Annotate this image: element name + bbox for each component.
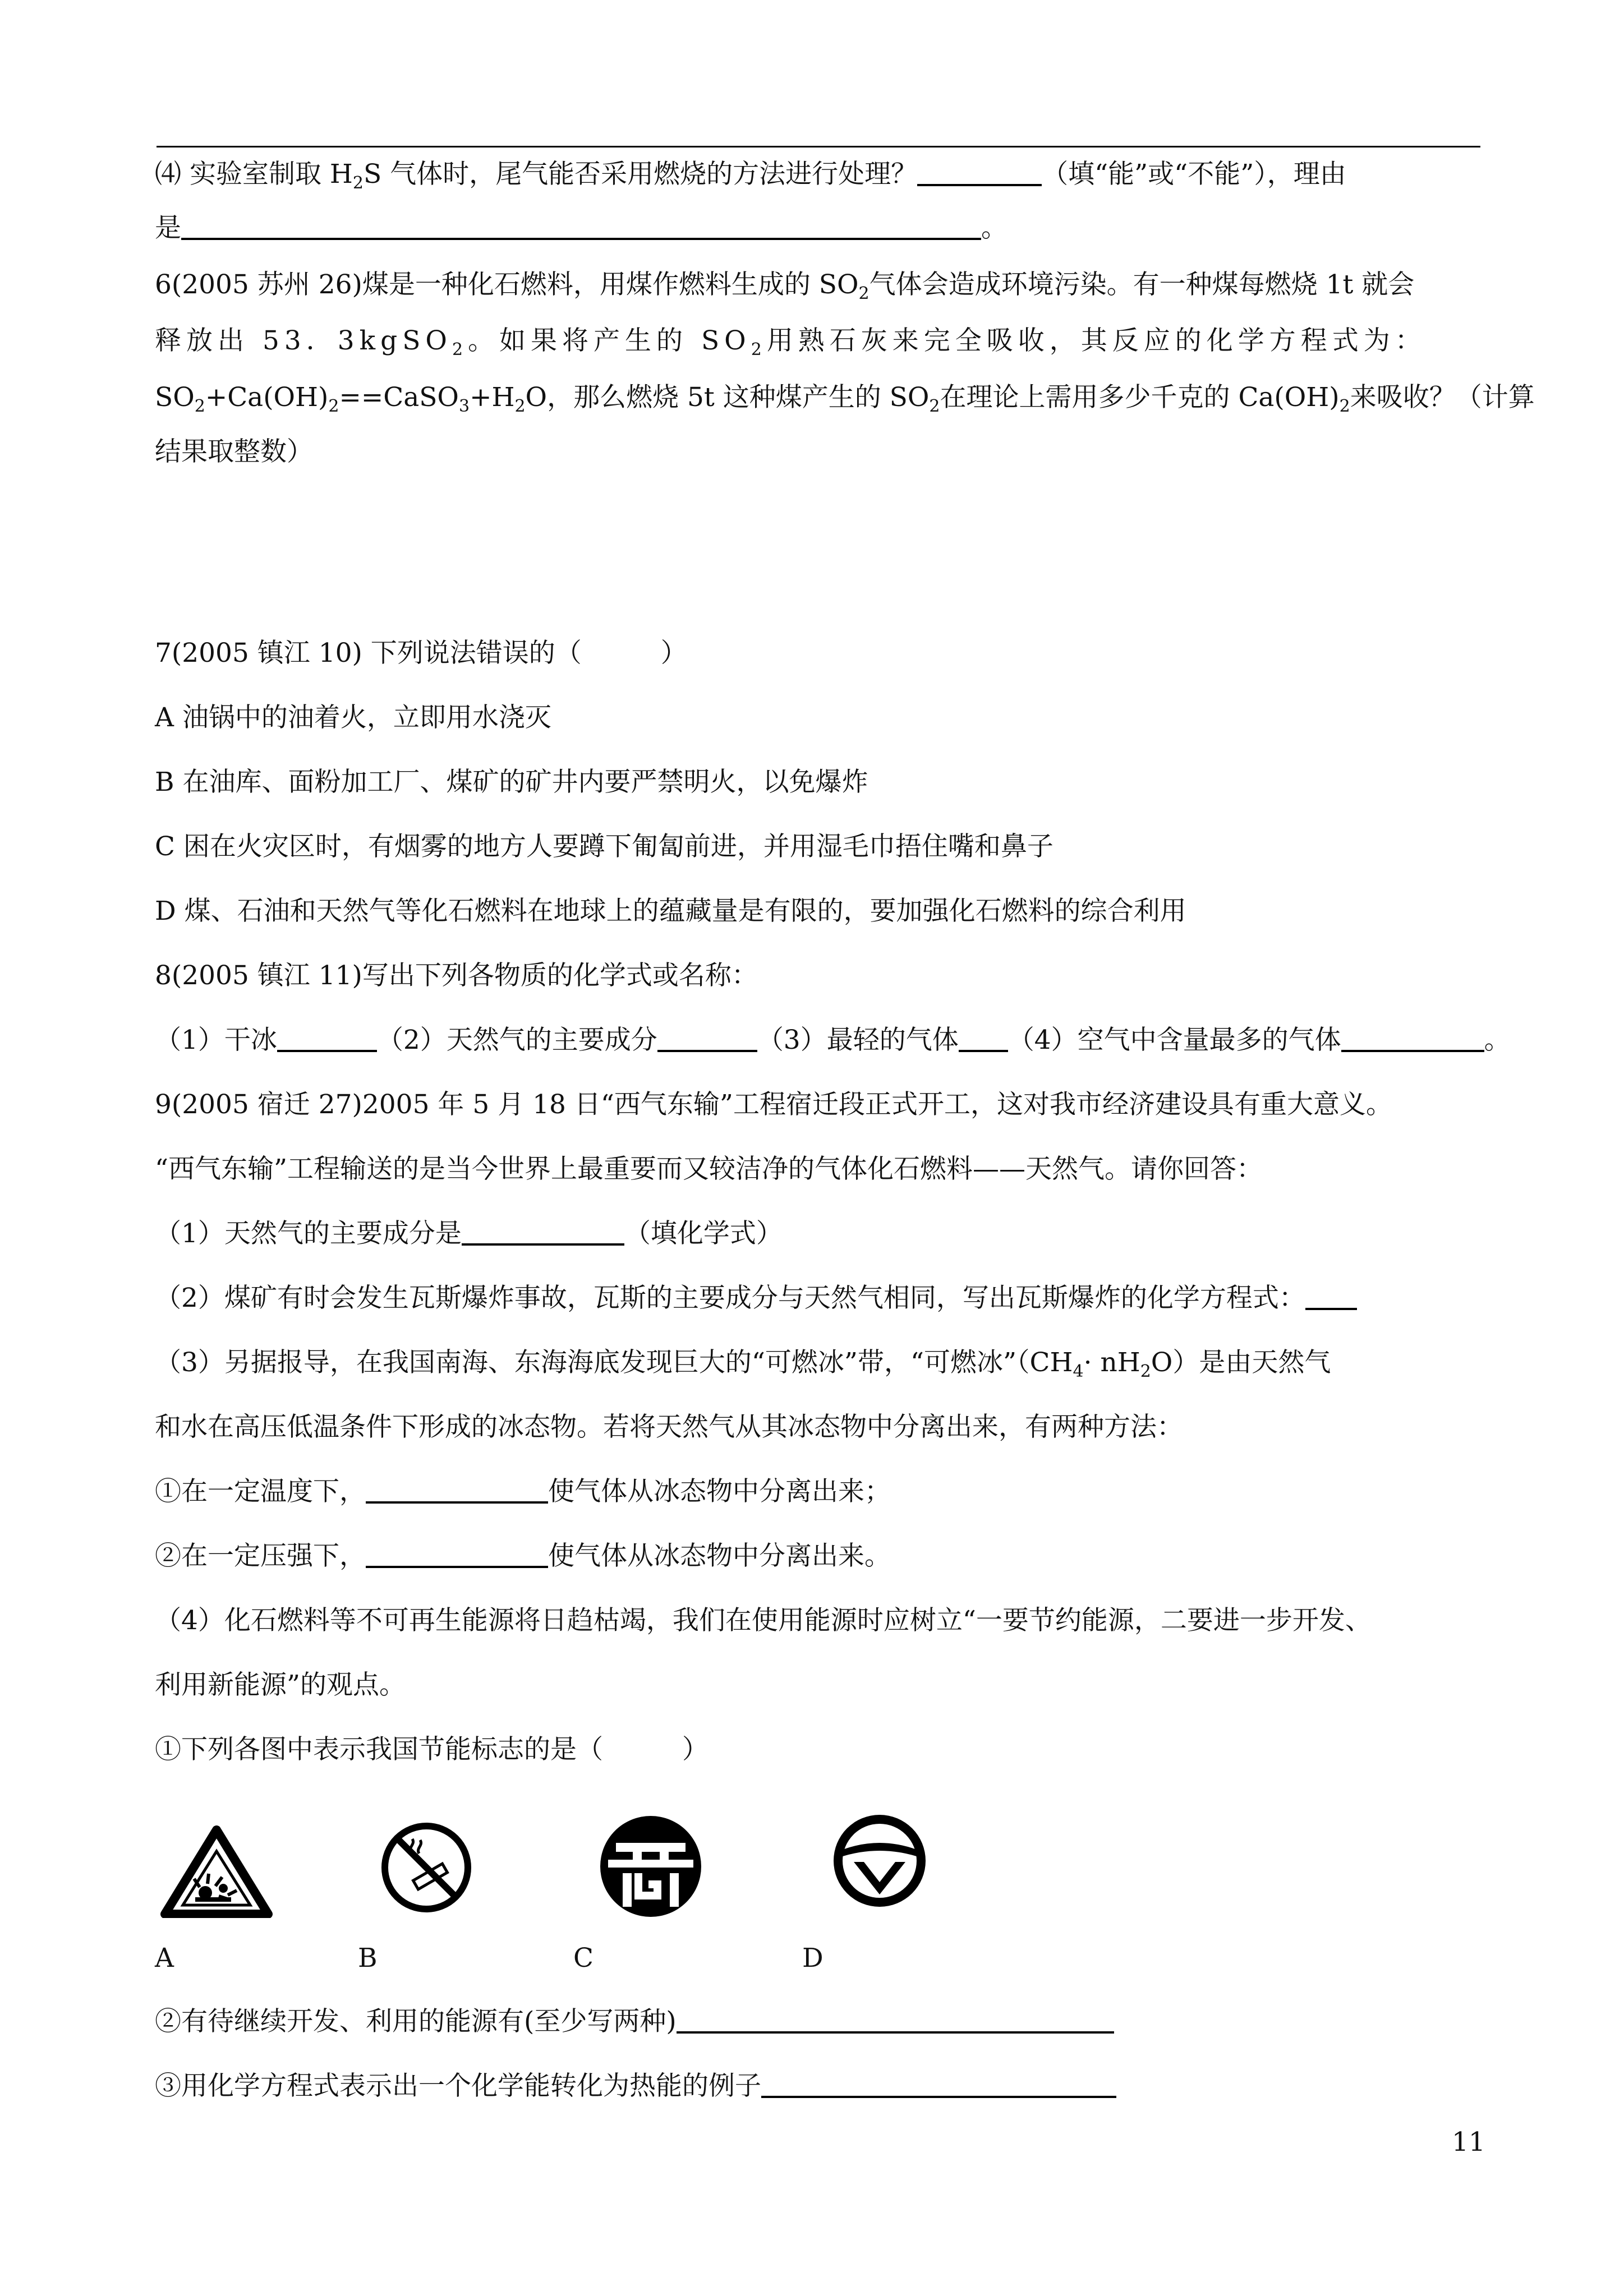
icon-label-d: D xyxy=(802,1943,823,1974)
q9-sub3: ③用化学方程式表示出一个化学能转化为热能的例子 xyxy=(155,2069,1501,2103)
q9-part1: （1）天然气的主要成分是 （填化学式） xyxy=(155,1218,783,1249)
answer-blank[interactable] xyxy=(277,1024,377,1052)
q6-line3: $SO_2+Ca(OH)_2==CaSO_3+H_2O$，那么燃烧 5t 这种煤产生的 $SO_2$在理论上需用多少千克的 $Ca(OH)_2$来吸收？（计算 xyxy=(155,382,1535,416)
q6-line4: 结果取整数） xyxy=(155,436,313,467)
icon-label-a: A xyxy=(155,1943,174,1974)
answer-blank[interactable] xyxy=(917,158,1042,186)
water-saving-icon xyxy=(829,1810,930,1911)
q6-line1: 6(2005 苏州 26)煤是一种化石燃料，用煤作燃料生成的 $SO_2$气体会造成环境污染。有一种煤每燃烧 1t 就会 xyxy=(155,269,1415,303)
q9-part2: （2）煤矿有时会发生瓦斯爆炸事故，瓦斯的主要成分与天然气相同，写出瓦斯爆炸的化学方程式： xyxy=(155,1281,1501,1315)
q9-stem-line2: “西气东输”工程输送的是当今世界上最重要而又较洁净的气体化石燃料——天然气。请你回答： xyxy=(155,1154,1263,1184)
answer-blank[interactable] xyxy=(657,1024,757,1052)
answer-blank[interactable] xyxy=(366,1540,548,1568)
q9-stem-line1: 9(2005 宿迁 27)2005 年 5 月 18 日“西气东输”工程宿迁段正式开工，这对我市经济建设具有重大意义。 xyxy=(155,1089,1392,1120)
q5-4-line1: ⑷ 实验室制取 $H_2S$ 气体时，尾气能否采用燃烧的方法进行处理？ （填“能”或“不能”），理由 xyxy=(155,159,1346,193)
no-smoking-icon xyxy=(379,1820,474,1915)
q9-sub1: ①下列各图中表示我国节能标志的是（ ） xyxy=(155,1734,709,1765)
q9-method2: ②在一定压强下， 使气体从冰态物中分离出来。 xyxy=(155,1541,891,1571)
q7-stem: 7(2005 镇江 10) 下列说法错误的（ ） xyxy=(155,638,687,668)
answer-blank[interactable] xyxy=(959,1024,1008,1052)
icon-label-b: B xyxy=(358,1943,378,1974)
answer-blank[interactable] xyxy=(1341,1024,1484,1052)
q7-option-d: D 煤、石油和天然气等化石燃料在地球上的蕴藏量是有限的，要加强化石燃料的综合利用 xyxy=(155,896,1186,926)
header-rule xyxy=(157,146,1480,147)
icon-label-c: C xyxy=(573,1943,594,1974)
q9-sub2: ②有待继续开发、利用的能源有(至少写两种) xyxy=(155,2005,1501,2039)
answer-blank[interactable] xyxy=(761,2070,1116,2098)
q5-4-line2: 是 。 xyxy=(155,213,1007,243)
q7-option-b: B 在油库、面粉加工厂、煤矿的矿井内要严禁明火，以免爆炸 xyxy=(155,767,868,797)
q9-part3-line1: （3）另据报导，在我国南海、东海海底发现巨大的“可燃冰”带，“可燃冰$”(CH_4\cdot nH_2O)$是由天然气 xyxy=(155,1347,1331,1381)
q8-stem: 8(2005 镇江 11)写出下列各物质的化学式或名称： xyxy=(155,960,758,991)
energy-saving-icon xyxy=(595,1810,707,1922)
answer-blank[interactable] xyxy=(1305,1282,1357,1310)
answer-blank[interactable] xyxy=(181,212,981,240)
q9-method1: ①在一定温度下， 使气体从冰态物中分离出来； xyxy=(155,1476,891,1507)
q7-option-c: C 困在火灾区时，有烟雾的地方人要蹲下匍匐前进，并用湿毛巾捂住嘴和鼻子 xyxy=(155,831,1053,862)
q9-part3-line2: 和水在高压低温条件下形成的冰态物。若将天然气从其冰态物中分离出来，有两种方法： xyxy=(155,1412,1183,1442)
q9-part4-line2: 利用新能源”的观点。 xyxy=(155,1670,406,1700)
q9-part4-line1: （4）化石燃料等不可再生能源将日趋枯竭，我们在使用能源时应树立“一要节约能源，二要进一步开发、 xyxy=(155,1605,1372,1636)
explosive-warning-icon xyxy=(160,1825,273,1918)
q7-option-a: A 油锅中的油着火，立即用水浇灭 xyxy=(155,702,551,733)
answer-blank[interactable] xyxy=(366,1476,548,1504)
page-number: 11 xyxy=(1452,2127,1485,2157)
answer-blank[interactable] xyxy=(462,1218,624,1246)
q6-line2: 释放出 53．3kgSO$_2$。如果将产生的 $SO_2$用熟石灰来完全吸收，其反应的化学方程式为： xyxy=(155,325,1427,359)
answer-blank[interactable] xyxy=(677,2005,1114,2034)
q8-items: （1）干冰 （2）天然气的主要成分 （3）最轻的气体 （4）空气中含量最多的气体 。 xyxy=(155,1025,1511,1055)
